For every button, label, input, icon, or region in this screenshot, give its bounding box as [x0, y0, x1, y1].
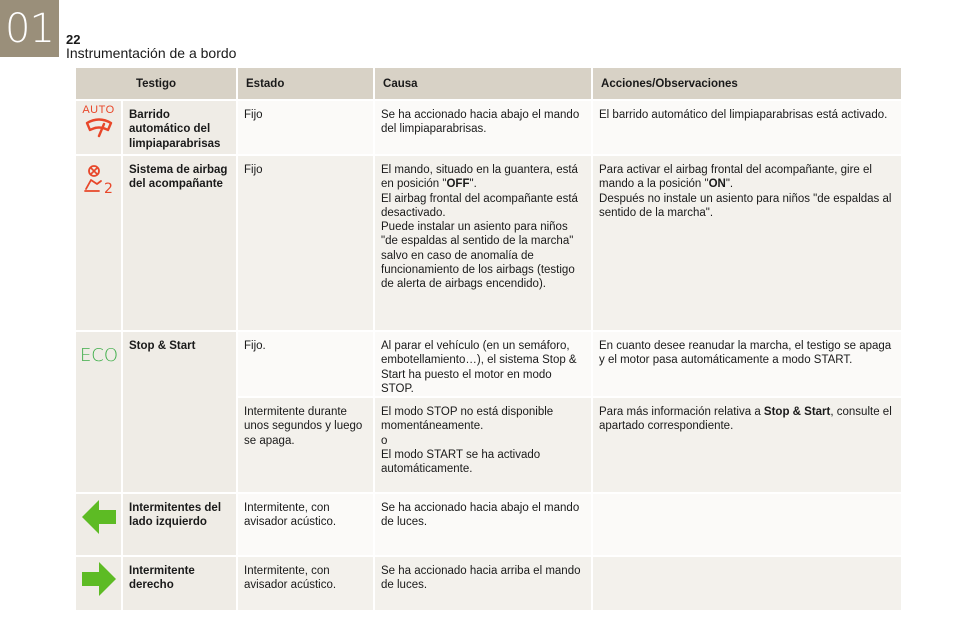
acciones-cell — [593, 396, 903, 492]
estado-cell: Fijo. — [238, 330, 375, 396]
acciones-cell — [593, 154, 903, 330]
causa-cell: Se ha accionado hacia abajo el mando del limpiaparabrisas. — [375, 99, 593, 154]
estado-cell: Fijo — [238, 99, 375, 154]
svg-text:ECO: ECO — [79, 345, 118, 364]
estado-cell: Intermitente, con avisador acústico. — [238, 555, 375, 610]
stop-start-reference: Stop & Start — [763, 406, 831, 419]
acciones-cell: El barrido automático del limpiaparabrisas está activado. — [593, 99, 903, 154]
passenger-airbag-off-icon — [82, 164, 116, 194]
auto-label: AUTO — [82, 104, 115, 116]
eco-icon — [79, 344, 119, 364]
column-header-testigo: Testigo — [76, 68, 238, 99]
causa-text: ". — [469, 178, 477, 191]
causa-text: o — [381, 434, 388, 447]
column-header-estado: Estado — [238, 68, 375, 99]
table-row — [76, 555, 903, 610]
page-title: Instrumentación de a bordo — [66, 45, 237, 61]
warning-name: Barrido automático del limpiaparabrisas — [123, 99, 238, 154]
causa-text: El modo START se ha activado automáticamente. — [381, 449, 541, 476]
warning-name: Sistema de airbag del acompañante — [123, 154, 238, 330]
acciones-text: Para más información relativa a — [599, 406, 764, 419]
causa-text: El airbag frontal del acompañante está desactivado. — [381, 192, 578, 219]
causa-cell — [375, 396, 593, 492]
acciones-cell — [593, 555, 903, 610]
table-row — [76, 154, 903, 330]
table-row — [76, 330, 903, 396]
table-row — [76, 99, 903, 154]
column-header-causa: Causa — [375, 68, 593, 99]
chapter-tab: 01 — [0, 0, 59, 57]
acciones-text: , consulte el apartado correspondiente. — [599, 406, 892, 433]
causa-text: El modo STOP no está disponible momentáneamente. — [381, 406, 554, 433]
causa-cell: Al parar el vehículo (en un semáforo, embotellamiento…), el sistema Stop & Start ha puesto el motor en modo STOP. — [375, 330, 593, 396]
estado-cell: Fijo — [238, 154, 375, 330]
causa-cell: Se ha accionado hacia abajo el mando de luces. — [375, 492, 593, 555]
acciones-text: ". — [725, 178, 734, 191]
acciones-text: Después no instale un asiento para niños "de espaldas al sentido de la marcha". — [599, 192, 892, 219]
causa-cell — [375, 154, 593, 330]
estado-cell: Intermitente durante unos segundos y luego se apaga. — [238, 396, 375, 492]
warning-name: Intermitentes del lado izquierdo — [123, 492, 238, 555]
causa-text: El mando, situado en la guantera, está en posición " — [381, 164, 578, 191]
acciones-cell: En cuanto desee reanudar la marcha, el testigo se apaga y el motor pasa automáticamente a modo START. — [593, 330, 903, 396]
off-label: OFF — [446, 178, 470, 191]
wiper-auto-icon — [84, 117, 114, 139]
left-turn-arrow-icon — [80, 498, 118, 536]
svg-text:2: 2 — [103, 181, 113, 194]
warning-lights-table — [76, 68, 903, 610]
page-number: 22 — [66, 32, 81, 47]
right-turn-arrow-icon — [80, 560, 118, 598]
acciones-text: Para activar el airbag frontal del acompañante, gire el mando a la posición " — [599, 164, 872, 191]
on-label: ON — [708, 178, 726, 191]
table-header-row — [76, 68, 903, 99]
causa-text: Puede instalar un asiento para niños "de espaldas al sentido de la marcha" salvo en caso de anomalía de funcionamiento de los airbags (testigo de alerta de airbags encendido). — [381, 221, 575, 291]
icon-cell — [76, 555, 123, 610]
causa-cell: Se ha accionado hacia arriba el mando de luces. — [375, 555, 593, 610]
estado-cell: Intermitente, con avisador acústico. — [238, 492, 375, 555]
warning-name: Intermitente derecho — [123, 555, 238, 610]
icon-cell — [76, 330, 123, 492]
column-header-acciones: Acciones/Observaciones — [593, 68, 903, 99]
acciones-cell — [593, 492, 903, 555]
icon-cell — [76, 154, 123, 330]
table-row — [76, 492, 903, 555]
icon-cell — [76, 492, 123, 555]
icon-cell — [76, 99, 123, 154]
warning-name: Stop & Start — [123, 330, 238, 492]
